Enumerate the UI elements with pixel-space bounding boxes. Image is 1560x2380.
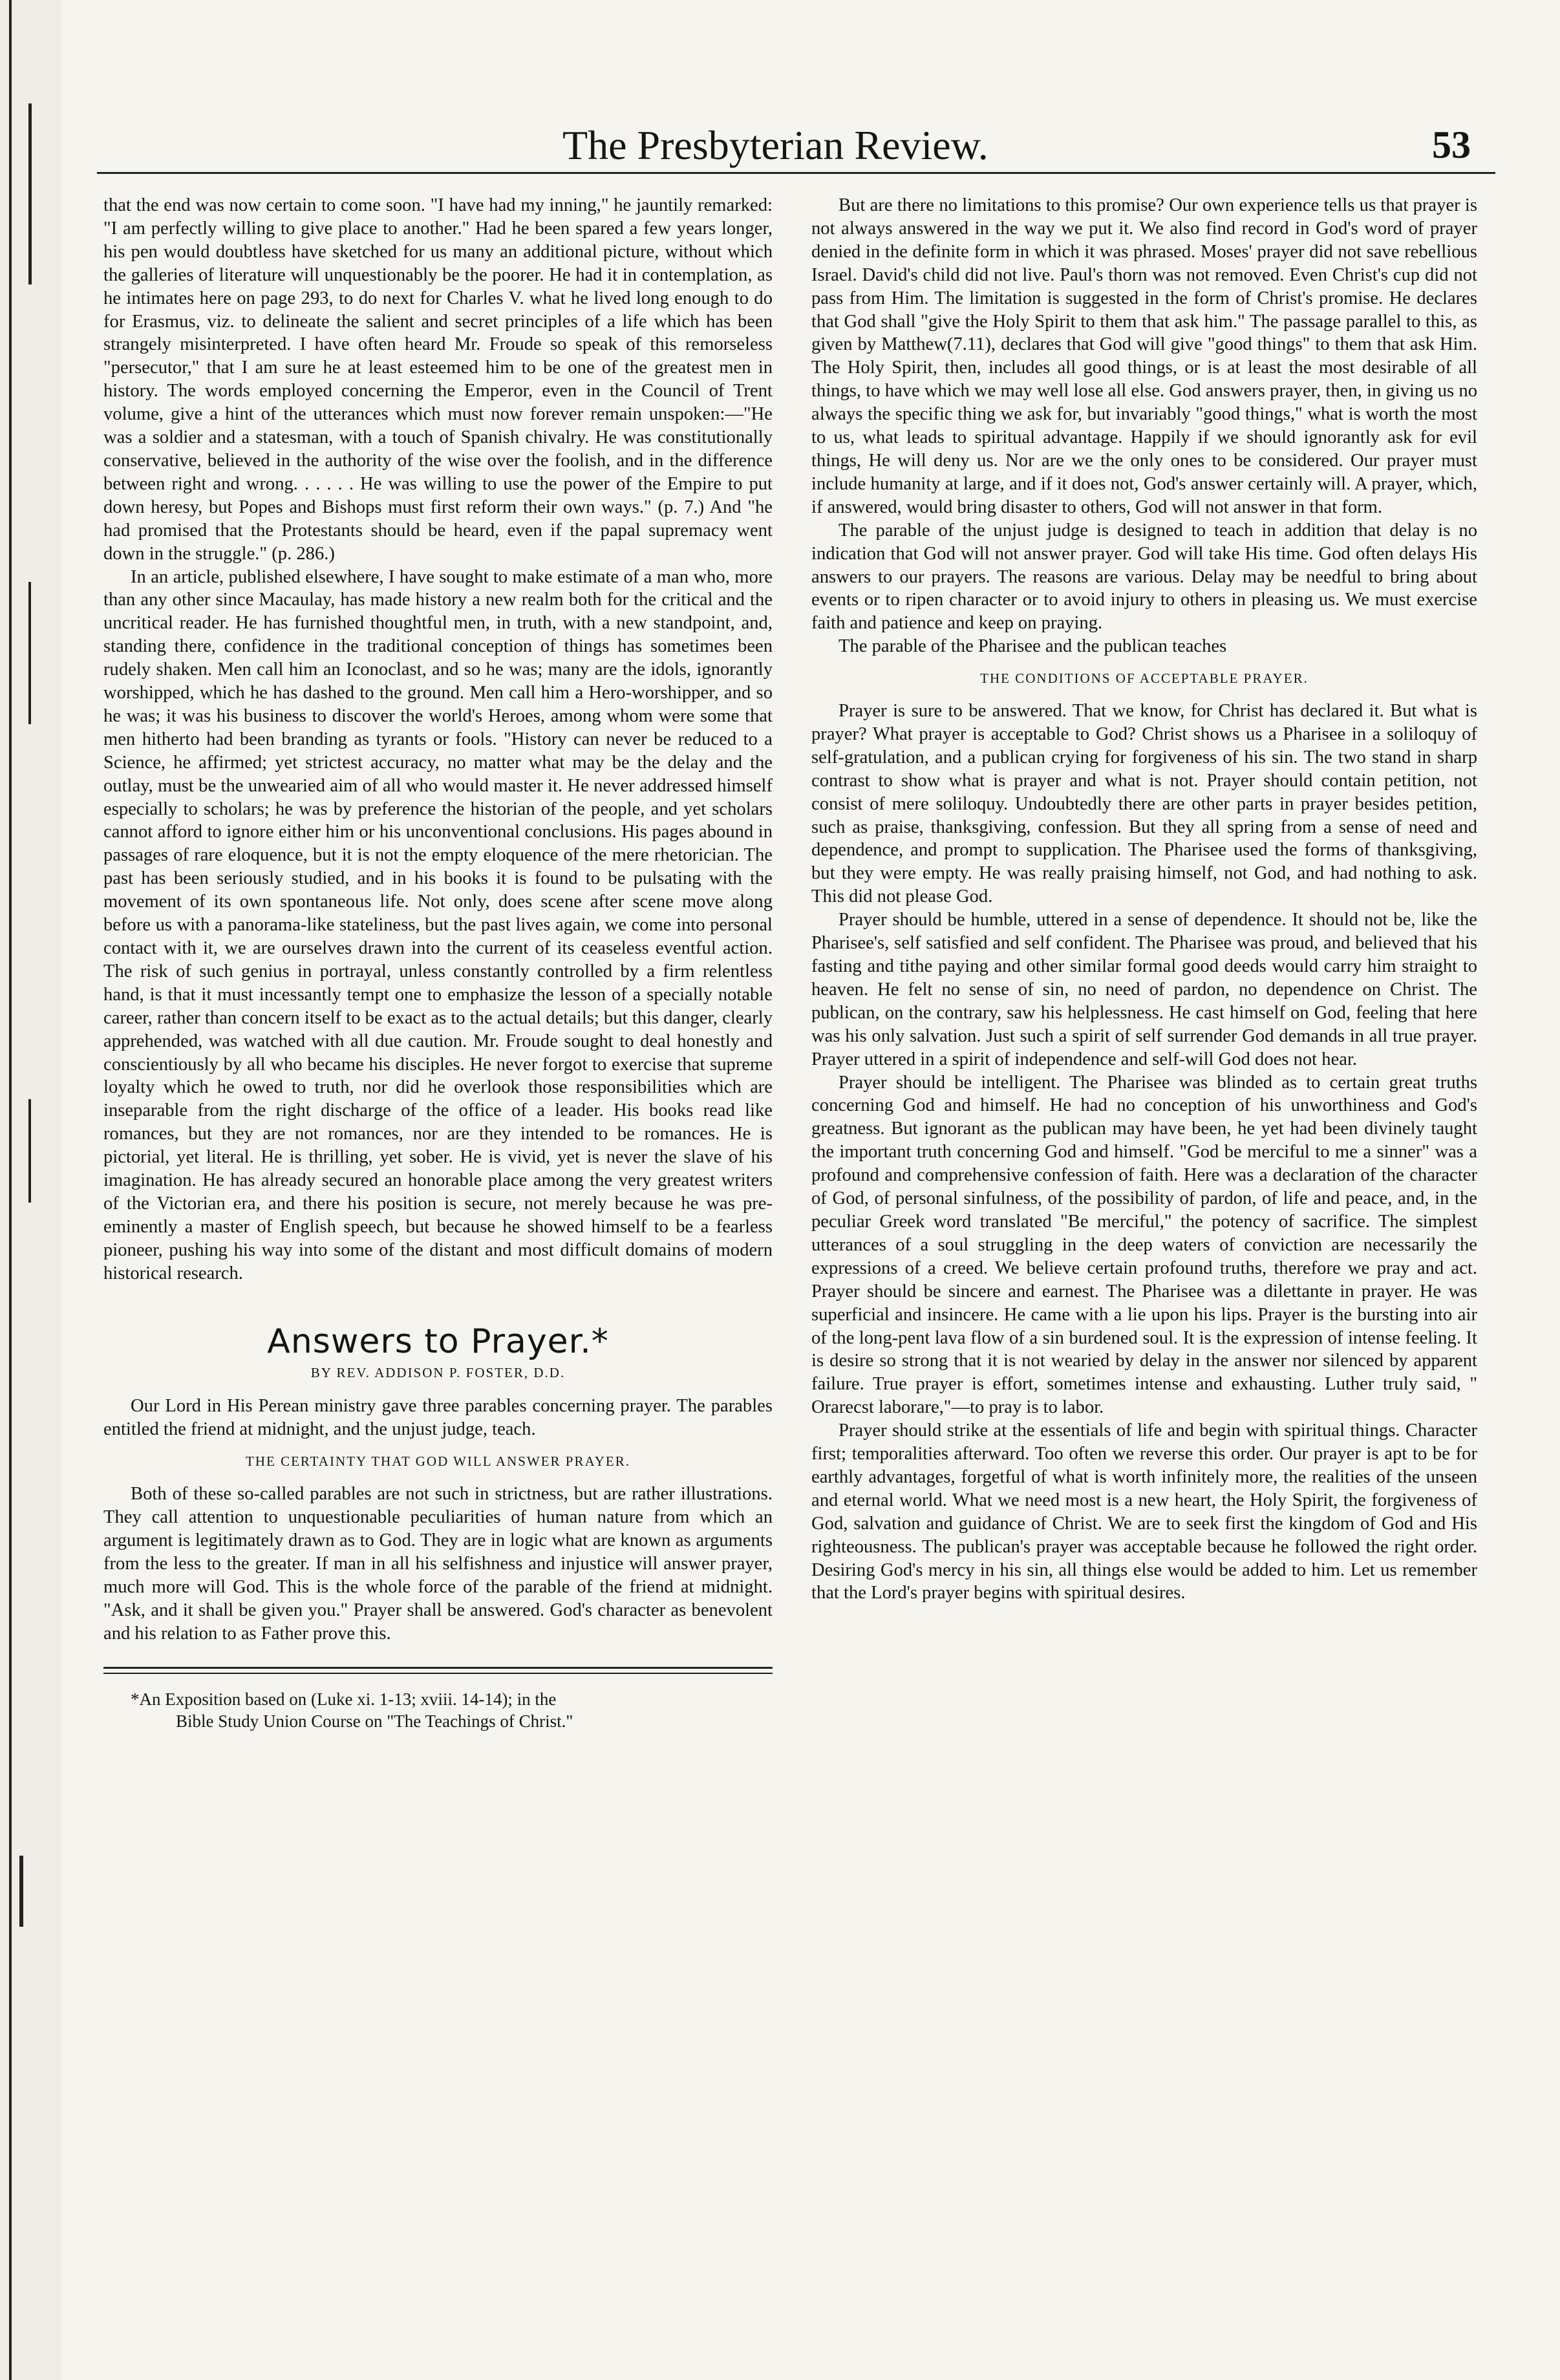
section-subhead: THE CONDITIONS OF ACCEPTABLE PRAYER.	[980, 670, 1309, 687]
page-number: 53	[1432, 123, 1471, 166]
right-column	[811, 194, 1477, 1605]
journal-title: The Presbyterian Review.	[562, 122, 988, 168]
section-subhead: THE CERTAINTY THAT GOD WILL ANSWER PRAYER.	[246, 1453, 630, 1470]
paragraph: Prayer is sure to be answered. That we know, for Christ has declared it. But what is prayer? What prayer is acceptable to God? Christ shows us a Pharisee in a soliloquy of self-gratulation, and a publican crying for forgiveness of his sin. The two stand in sharp contrast to show what is prayer and what is not. Prayer should contain petition, not consist of mere soliloquy. Undoubtedly there are other parts in prayer besides petition, such as praise, thanksgiving, confession. But they all spring from a sense of need and dependence, and prompt to supplication. The Pharisee used the forms of thanksgiving, but they were empty. He was really praising himself, not God, and had nothing to ask. This did not please God.	[811, 701, 1477, 907]
footnote-rule	[103, 1667, 773, 1674]
paragraph: In an article, published elsewhere, I have sought to make estimate of a man who, more than any other since Macaulay, has made history a new realm both for the critical and the uncritical reader. He has furnished thoughtful men, in truth, with a new standpoint, and, standing there, confidence in the traditional conception of things has sometimes been rudely shaken. Men call him an Iconoclast, and so he was; many are the idols, ignorantly worshipped, which he has dashed to the ground. Men call him a Hero-worshipper, and so he was; it was his business to discover the world's Heroes, among whom were some that men hitherto had been branding as tyrants or fools. "History can never be reduced to a Science, he affirmed; yet strictest accuracy, no matter what may be the delay and the outlay, must be the unwearied aim of all who would master it. He never addressed himself especially to scholars; he was by preference the historian of the people, and yet scholars cannot afford to ignore either him or his unconventional conclusions. His pages abound in passages of rare eloquence, but it is not the empty eloquence of the mere rhetorician. The past has been seriously studied, and in his books it is found to be pulsating with the movement of its own spontaneous life. Not only, does scene after scene move along before us with a panorama-like stateliness, but the past lives again, we come into personal contact with it, we are ourselves drawn into the current of its ceaseless eventful action. The risk of such genius in portrayal, unless constantly controlled by a firm relentless hand, is that it must incessantly tempt one to emphasize the lesson of a specially notable career, rather than concern itself to be exact as to the actual details; but this danger, clearly apprehended, was watched with all due caution. Mr. Froude sought to deal honestly and conscientiously by all who became his disciples. He never forgot to exercise that supreme loyalty which he owed to truth, nor did he overlook those responsibilities which are inseparable from the right discharge of the office of a leader. His books read like romances, but they are not romances, nor are they intended to be romances. He is pictorial, yet literal. He is thrilling, yet sober. He is vivid, yet is never the slave of his imagination. He has already secured an honorable place among the very greatest writers of the Victorian era, and there his position is secure, not merely because he was pre-eminently a master of English speech, but because he showed himself to be a fearless pioneer, pushing his way into some of the distant and most difficult domains of modern historical research.	[103, 566, 773, 1283]
left-column	[103, 194, 773, 1732]
binding-mark	[28, 1099, 31, 1203]
binding-mark	[19, 1856, 23, 1927]
binding-mark	[28, 103, 32, 284]
paragraph: Our Lord in His Perean ministry gave three parables concerning prayer. The parables entitled the friend at midnight, and the unjust judge, teach.	[103, 1396, 773, 1440]
article-title: Answers to Prayer.*	[267, 1322, 609, 1361]
running-header	[97, 122, 1495, 174]
footnote	[103, 1688, 773, 1732]
paragraph: that the end was now certain to come soon. "I have had my inning," he jauntily remarked: "I am perfectly willing to give place to another." Had he been spared a few years longer, his pen would doubtless have sketched for us many an additional picture, without which the galleries of literature will unquestionably be the poorer. He had it in contemplation, as he intimates here on page 293, to do next for Charles V. what he lived long enough to do for Erasmus, viz. to delineate the salient and secret principles of a life which has been strangely misinterpreted. I have often heard Mr. Froude so speak of this remorseless "persecutor," that I am sure he at least esteemed him to be one of the greatest men in history. The words employed concerning the Emperor, even in the Council of Trent volume, give a hint of the utterances which must now forever remain unspoken:—"He was a soldier and a statesman, with a touch of Spanish chivalry. He was constitutionally conservative, believed in the authority of the wise over the foolish, and in the difference between right and wrong. . . . . . He was willing to use the power of the Empire to put down heresy, but Popes and Bishops must first reform their own ways." (p. 7.) And "he had promised that the Protestants should be heard, even if the papal supremacy went down in the struggle." (p. 286.)	[103, 195, 773, 564]
footnote-line: Bible Study Union Course on "The Teachings of Christ."	[176, 1711, 573, 1731]
paragraph: The parable of the Pharisee and the publican teaches	[839, 636, 1227, 657]
paragraph: Prayer should be intelligent. The Pharisee was blinded as to certain great truths concerning God and himself. He had no conception of his unworthiness and God's greatness. But ignorant as the publican may have been, he yet had been divinely taught the important truth concerning God and himself. "God be merciful to me a sinner" was a profound and comprehensive confession of faith. Here was a declaration of the character of God, of personal sinfulness, of the possibility of pardon, of life and peace, and, in the peculiar Greek word translated "Be merciful," the potency of sacrifice. The simplest utterances of a soul struggling in the deep waters of conviction are necessarily the expressions of a creed. We believe certain profound truths, therefore we pray and act. Prayer should be sincere and earnest. The Pharisee was a dilettante in prayer. He was superficial and insincere. He came with a lie upon his lips. Prayer is the bursting into air of the long-pent lava flow of a sin burdened soul. It is the expression of intense feeling. It is desire so strong that it is not wearied by delay in the answer nor silenced by apparent failure. True prayer is effort, sometimes intense and exhausting. Luther truly said, " Orarecst laborare,"—to pray is to labor.	[811, 1072, 1477, 1418]
paragraph: Both of these so-called parables are not such in strictness, but are rather illustrations. They call attention to unquestionable peculiarities of human nature from which an argument is legitimately drawn as to God. They are in logic what are known as arguments from the less to the greater. If man in all his selfishness and injustice will answer prayer, much more will God. This is the whole force of the parable of the friend at midnight. "Ask, and it shall be given you." Prayer shall be answered. God's character as benevolent and his relation to as Father prove this.	[103, 1484, 773, 1644]
binding-mark	[28, 582, 31, 724]
paragraph: Prayer should be humble, uttered in a sense of dependence. It should not be, like the Pharisee's, self satisfied and self confident. The Pharisee was proud, and believed that his fasting and tithe paying and other similar formal good deeds would carry him straight to heaven. He felt no sense of sin, no need of pardon, no dependence on Christ. The publican, on the contrary, saw his helplessness. He cast himself on God, feeling that here was his only salvation. Just such a spirit of self surrender God demands in all true prayer. Prayer uttered in a spirit of independence and self-will God does not hear.	[811, 910, 1477, 1069]
paragraph: But are there no limitations to this promise? Our own experience tells us that prayer is not always answered in the way we put it. We also find record in God's word of prayer denied in the definite form in which it was phrased. Moses' prayer did not save rebellious Israel. David's child did not live. Paul's thorn was not removed. Even Christ's cup did not pass from Him. The limitation is suggested in the form of Christ's promise. He declares that God shall "give the Holy Spirit to them that ask him." The passage parallel to this, as given by Matthew(7.11), declares that God will give "good things" to them that ask Him. The Holy Spirit, then, includes all good things, or is at least the most desirable of all things, to have which we may well lose all else. God answers prayer, then, in giving us no always the specific thing we ask for, but invariably "good things," what is worth the most to us, what leads to spiritual advantage. Happily if we should ignorantly ask for evil things, He will deny us. Nor are we the only ones to be considered. Our prayer must include humanity at large, and if it does not, God's answer certainly will. A prayer, which, if answered, would bring disaster to others, God will not answer in that form.	[811, 195, 1477, 517]
page-binding-edge	[0, 0, 61, 2380]
article-byline: BY REV. ADDISON P. FOSTER, D.D.	[310, 1364, 566, 1380]
paragraph: Prayer should strike at the essentials of life and begin with spiritual things. Character first; temporalities afterward. Too often we reverse this order. Our prayer is apt to be for earthly advantages, forgetful of what is worth infinitely more, the realities of the unseen and eternal world. What we need most is a new heart, the Holy Spirit, the forgiveness of God, salvation and guidance of Christ. We are to seek first the kingdom of God and His righteousness. The publican's prayer was acceptable because he followed the right order. Desiring God's mercy in his sin, all things else would be added to him. Let us remember that the Lord's prayer begins with spiritual desires.	[811, 1420, 1477, 1603]
binding-line	[9, 0, 12, 2380]
paragraph: The parable of the unjust judge is designed to teach in addition that delay is no indication that God will not answer prayer. God will take His time. God often delays His answers to our prayers. The reasons are various. Delay may be needful to bring about events or to ripen character or to avoid injury to others in pleasing us. We must exercise faith and patience and keep on praying.	[811, 520, 1477, 634]
footnote-line: *An Exposition based on (Luke xi. 1-13; xviii. 14-14); in the	[131, 1689, 557, 1710]
